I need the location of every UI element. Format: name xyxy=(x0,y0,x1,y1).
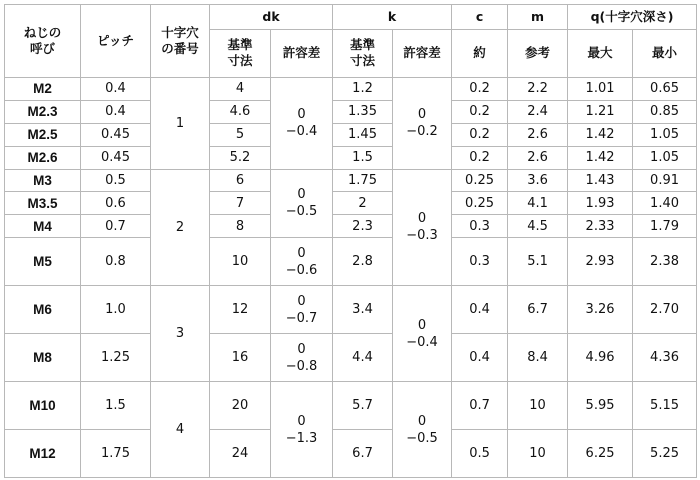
q-min-cell: 4.36 xyxy=(633,334,697,382)
m-cell: 5.1 xyxy=(508,238,568,286)
header-k-tolerance: 許容差 xyxy=(393,30,452,78)
header-k-basic: 基準 寸法 xyxy=(333,30,393,78)
pitch-cell: 1.5 xyxy=(81,382,151,430)
pitch-cell: 1.25 xyxy=(81,334,151,382)
size-cell: M3 xyxy=(5,169,81,192)
table-row xyxy=(5,429,697,477)
q-min-cell: 0.91 xyxy=(633,169,697,192)
m-cell: 6.7 xyxy=(508,286,568,334)
c-cell: 0.3 xyxy=(452,238,508,286)
m-cell: 3.6 xyxy=(508,169,568,192)
c-cell: 0.2 xyxy=(452,123,508,146)
k-cell: 1.45 xyxy=(333,123,393,146)
k-tolerance-cell: 0 −0.5 xyxy=(393,382,452,478)
m-cell: 8.4 xyxy=(508,334,568,382)
k-cell: 5.7 xyxy=(333,382,393,430)
q-max-cell: 1.21 xyxy=(568,100,633,123)
q-min-cell: 5.25 xyxy=(633,429,697,477)
dk-tolerance-cell: 0 −0.8 xyxy=(271,334,333,382)
q-min-cell: 0.85 xyxy=(633,100,697,123)
table-row xyxy=(5,215,697,238)
pitch-cell: 0.45 xyxy=(81,146,151,169)
header-c-approx: 約 xyxy=(452,30,508,78)
c-cell: 0.2 xyxy=(452,146,508,169)
size-cell: M3.5 xyxy=(5,192,81,215)
q-max-cell: 6.25 xyxy=(568,429,633,477)
dk-cell: 16 xyxy=(210,334,271,382)
c-cell: 0.4 xyxy=(452,286,508,334)
q-max-cell: 2.93 xyxy=(568,238,633,286)
q-min-cell: 0.65 xyxy=(633,77,697,100)
q-max-cell: 2.33 xyxy=(568,215,633,238)
m-cell: 2.6 xyxy=(508,123,568,146)
m-cell: 10 xyxy=(508,429,568,477)
q-min-cell: 1.05 xyxy=(633,146,697,169)
size-cell: M5 xyxy=(5,238,81,286)
m-cell: 2.2 xyxy=(508,77,568,100)
dk-cell: 12 xyxy=(210,286,271,334)
pitch-cell: 0.4 xyxy=(81,77,151,100)
header-dk: dk xyxy=(210,5,333,30)
header-m: m xyxy=(508,5,568,30)
q-max-cell: 1.01 xyxy=(568,77,633,100)
q-max-cell: 5.95 xyxy=(568,382,633,430)
size-cell: M6 xyxy=(5,286,81,334)
size-cell: M4 xyxy=(5,215,81,238)
c-cell: 0.5 xyxy=(452,429,508,477)
c-cell: 0.7 xyxy=(452,382,508,430)
screw-spec-table xyxy=(4,4,697,478)
q-min-cell: 2.38 xyxy=(633,238,697,286)
size-cell: M2.6 xyxy=(5,146,81,169)
header-q-max: 最大 xyxy=(568,30,633,78)
pitch-cell: 0.5 xyxy=(81,169,151,192)
m-cell: 4.1 xyxy=(508,192,568,215)
cross-recess-cell: 4 xyxy=(151,382,210,478)
header-k: k xyxy=(333,5,452,30)
q-max-cell: 1.42 xyxy=(568,146,633,169)
dk-cell: 6 xyxy=(210,169,271,192)
header-q-min: 最小 xyxy=(633,30,697,78)
dk-cell: 4.6 xyxy=(210,100,271,123)
c-cell: 0.25 xyxy=(452,169,508,192)
size-cell: M12 xyxy=(5,429,81,477)
size-cell: M8 xyxy=(5,334,81,382)
dk-cell: 10 xyxy=(210,238,271,286)
q-min-cell: 2.70 xyxy=(633,286,697,334)
header-size: ねじの 呼び xyxy=(5,5,81,78)
pitch-cell: 0.45 xyxy=(81,123,151,146)
q-max-cell: 1.43 xyxy=(568,169,633,192)
dk-cell: 8 xyxy=(210,215,271,238)
dk-cell: 4 xyxy=(210,77,271,100)
k-cell: 2.8 xyxy=(333,238,393,286)
k-cell: 1.5 xyxy=(333,146,393,169)
q-min-cell: 1.05 xyxy=(633,123,697,146)
c-cell: 0.2 xyxy=(452,77,508,100)
m-cell: 2.6 xyxy=(508,146,568,169)
k-tolerance-cell: 0 −0.3 xyxy=(393,169,452,286)
dk-cell: 5 xyxy=(210,123,271,146)
c-cell: 0.25 xyxy=(452,192,508,215)
size-cell: M2.3 xyxy=(5,100,81,123)
table-row xyxy=(5,286,697,334)
dk-tolerance-cell: 0 −0.5 xyxy=(271,169,333,238)
q-max-cell: 1.93 xyxy=(568,192,633,215)
c-cell: 0.3 xyxy=(452,215,508,238)
table-row xyxy=(5,192,697,215)
header-c: c xyxy=(452,5,508,30)
table-row xyxy=(5,382,697,430)
m-cell: 10 xyxy=(508,382,568,430)
dk-cell: 20 xyxy=(210,382,271,430)
m-cell: 4.5 xyxy=(508,215,568,238)
pitch-cell: 1.0 xyxy=(81,286,151,334)
pitch-cell: 0.6 xyxy=(81,192,151,215)
pitch-cell: 0.4 xyxy=(81,100,151,123)
size-cell: M10 xyxy=(5,382,81,430)
k-cell: 4.4 xyxy=(333,334,393,382)
q-max-cell: 1.42 xyxy=(568,123,633,146)
k-cell: 6.7 xyxy=(333,429,393,477)
table-row xyxy=(5,77,697,100)
table-row xyxy=(5,146,697,169)
m-cell: 2.4 xyxy=(508,100,568,123)
header-dk-basic: 基準 寸法 xyxy=(210,30,271,78)
table-row xyxy=(5,100,697,123)
c-cell: 0.2 xyxy=(452,100,508,123)
size-cell: M2 xyxy=(5,77,81,100)
cross-recess-cell: 1 xyxy=(151,77,210,169)
header-dk-tolerance: 許容差 xyxy=(271,30,333,78)
k-cell: 2.3 xyxy=(333,215,393,238)
header-cross-recess-number: 十字穴 の番号 xyxy=(151,5,210,78)
k-cell: 3.4 xyxy=(333,286,393,334)
k-cell: 1.75 xyxy=(333,169,393,192)
k-cell: 1.2 xyxy=(333,77,393,100)
size-cell: M2.5 xyxy=(5,123,81,146)
k-tolerance-cell: 0 −0.2 xyxy=(393,77,452,169)
dk-cell: 7 xyxy=(210,192,271,215)
pitch-cell: 0.7 xyxy=(81,215,151,238)
dk-tolerance-cell: 0 −0.4 xyxy=(271,77,333,169)
k-tolerance-cell: 0 −0.4 xyxy=(393,286,452,382)
table-row xyxy=(5,123,697,146)
header-pitch: ピッチ xyxy=(81,5,151,78)
k-cell: 1.35 xyxy=(333,100,393,123)
cross-recess-cell: 3 xyxy=(151,286,210,382)
table-row xyxy=(5,238,697,286)
header-q: q(十字穴深さ) xyxy=(568,5,697,30)
dk-tolerance-cell: 0 −0.7 xyxy=(271,286,333,334)
q-max-cell: 3.26 xyxy=(568,286,633,334)
cross-recess-cell: 2 xyxy=(151,169,210,286)
q-min-cell: 1.40 xyxy=(633,192,697,215)
q-min-cell: 1.79 xyxy=(633,215,697,238)
c-cell: 0.4 xyxy=(452,334,508,382)
dk-tolerance-cell: 0 −1.3 xyxy=(271,382,333,478)
pitch-cell: 1.75 xyxy=(81,429,151,477)
table-row xyxy=(5,334,697,382)
pitch-cell: 0.8 xyxy=(81,238,151,286)
dk-cell: 5.2 xyxy=(210,146,271,169)
k-cell: 2 xyxy=(333,192,393,215)
dk-cell: 24 xyxy=(210,429,271,477)
dk-tolerance-cell: 0 −0.6 xyxy=(271,238,333,286)
table-row xyxy=(5,169,697,192)
q-max-cell: 4.96 xyxy=(568,334,633,382)
q-min-cell: 5.15 xyxy=(633,382,697,430)
header-m-reference: 参考 xyxy=(508,30,568,78)
